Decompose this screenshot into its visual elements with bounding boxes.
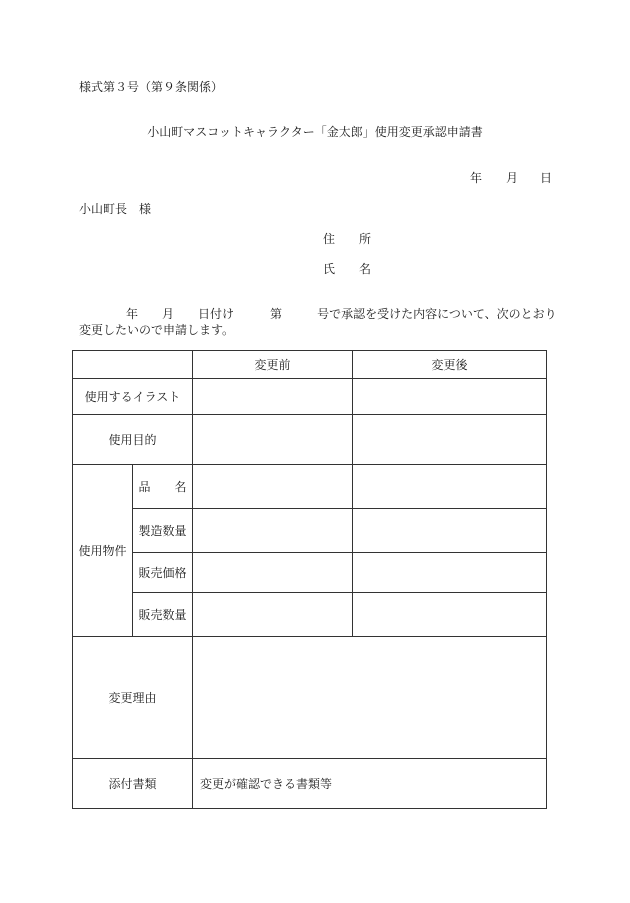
goods-item-name-label: 品 名 bbox=[133, 465, 193, 509]
address-label: 住 所 bbox=[323, 232, 372, 246]
illustration-label: 使用するイラスト bbox=[73, 379, 193, 415]
manufacture-qty-before-cell[interactable] bbox=[193, 509, 353, 553]
body-month: 月 bbox=[162, 307, 175, 321]
header-before: 変更前 bbox=[193, 351, 353, 379]
body-no-prefix: 第 bbox=[270, 307, 283, 321]
reason-label: 変更理由 bbox=[73, 637, 193, 759]
date-day-label: 日 bbox=[540, 171, 553, 185]
addressee: 小山町長 様 bbox=[79, 202, 152, 216]
date-year-label: 年 bbox=[470, 171, 483, 185]
attachments-label: 添付書類 bbox=[73, 759, 193, 809]
header-row bbox=[73, 351, 547, 379]
document-title: 小山町マスコットキャラクター「金太郎」使用変更承認申請書 bbox=[147, 125, 483, 139]
header-blank-cell bbox=[73, 351, 193, 379]
illustration-before-cell[interactable] bbox=[193, 379, 353, 415]
application-table bbox=[72, 350, 547, 809]
body-line-1-rest: 号で承認を受けた内容について、次のとおり bbox=[317, 307, 557, 321]
manufacture-qty-after-cell[interactable] bbox=[353, 509, 547, 553]
body-line-2: 変更したいので申請します。 bbox=[79, 323, 235, 337]
goods-row-sales-qty bbox=[73, 593, 547, 637]
attachments-row bbox=[73, 759, 547, 809]
goods-manufacture-qty-label: 製造数量 bbox=[133, 509, 193, 553]
goods-row-name bbox=[73, 465, 547, 509]
purpose-row bbox=[73, 415, 547, 465]
header-after: 変更後 bbox=[353, 351, 547, 379]
purpose-after-cell[interactable] bbox=[353, 415, 547, 465]
sales-qty-after-cell[interactable] bbox=[353, 593, 547, 637]
item-name-before-cell[interactable] bbox=[193, 465, 353, 509]
illustration-row bbox=[73, 379, 547, 415]
purpose-label: 使用目的 bbox=[73, 415, 193, 465]
item-name-after-cell[interactable] bbox=[353, 465, 547, 509]
goods-sale-price-label: 販売価格 bbox=[133, 553, 193, 593]
sale-price-before-cell[interactable] bbox=[193, 553, 353, 593]
goods-row-price bbox=[73, 553, 547, 593]
illustration-after-cell[interactable] bbox=[353, 379, 547, 415]
form-number: 様式第３号（第９条関係） bbox=[79, 80, 224, 94]
body-line-1 bbox=[126, 306, 557, 322]
date-month-label: 月 bbox=[506, 171, 519, 185]
goods-sales-qty-label: 販売数量 bbox=[133, 593, 193, 637]
goods-row-quantity bbox=[73, 509, 547, 553]
sale-price-after-cell[interactable] bbox=[353, 553, 547, 593]
sales-qty-before-cell[interactable] bbox=[193, 593, 353, 637]
body-day-dated: 日付け bbox=[198, 307, 235, 321]
body-year: 年 bbox=[126, 307, 139, 321]
purpose-before-cell[interactable] bbox=[193, 415, 353, 465]
goods-label: 使用物件 bbox=[73, 465, 133, 637]
reason-cell[interactable] bbox=[193, 637, 547, 759]
reason-row bbox=[73, 637, 547, 759]
name-label: 氏 名 bbox=[323, 262, 372, 276]
attachments-value: 変更が確認できる書類等 bbox=[193, 759, 547, 809]
